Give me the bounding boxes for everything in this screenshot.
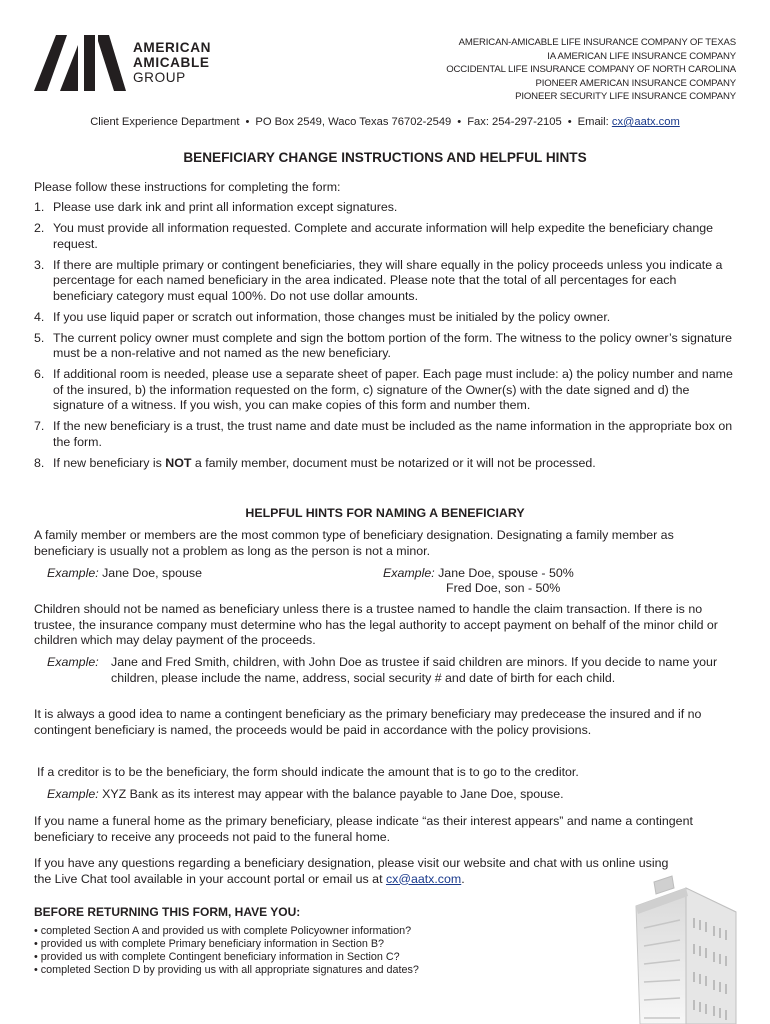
instruction-text: If additional room is needed, please use a separate sheet of paper. Each page must include: a) the policy number and name of the insured, b) the information requested on the form, c) signature of the Owner(s) with the date signed and d) the signature of a witness. If you wish, you can make copies of this form and number them. <box>53 367 733 412</box>
bullet-icon: • <box>567 116 572 128</box>
email-label: Email: <box>577 116 609 128</box>
company-name: PIONEER SECURITY LIFE INSURANCE COMPANY <box>515 91 736 102</box>
instruction-text-after: a family member, document must be notarized or it will not be processed. <box>191 455 596 470</box>
checklist-item-text: completed Section A and provided us with complete Policyowner information? <box>40 925 412 937</box>
instruction-item <box>34 456 739 472</box>
checklist <box>34 925 419 977</box>
instruction-item <box>34 331 739 362</box>
funeral-paragraph: If you name a funeral home as the primary beneficiary, please indicate “as their interest appears” and name a contingent beneficiary to receive any proceeds not paid to the funeral home. <box>34 814 693 844</box>
instruction-item <box>34 221 739 252</box>
example-2 <box>383 566 574 582</box>
instruction-text-before: If new beneficiary is <box>53 455 166 470</box>
instruction-number: 7. <box>34 419 45 433</box>
instruction-number: 4. <box>34 309 45 324</box>
company-list <box>446 36 736 104</box>
company-name: IA AMERICAN LIFE INSURANCE COMPANY <box>547 50 736 62</box>
fax-text: Fax: 254-297-2105 <box>467 116 562 128</box>
instruction-text: Please use dark ink and print all information except signatures. <box>53 200 398 214</box>
bullet-icon: • <box>245 116 250 128</box>
hints-heading: HELPFUL HINTS FOR NAMING A BENEFICIARY <box>245 506 525 520</box>
instruction-emphasis: NOT <box>165 455 192 470</box>
company-name: OCCIDENTAL LIFE INSURANCE COMPANY OF NORTH CAROLINA <box>446 64 736 75</box>
company-name: AMERICAN-AMICABLE LIFE INSURANCE COMPANY OF TEXAS <box>458 37 736 48</box>
logo-line-group: GROUP <box>133 70 186 85</box>
instruction-item <box>34 419 739 450</box>
checklist-item <box>34 938 419 951</box>
instruction-item <box>34 367 739 414</box>
creditor-paragraph: If a creditor is to be the beneficiary, the form should indicate the amount that is to go to the creditor. <box>37 765 579 779</box>
logo-wordmark <box>133 40 211 85</box>
instruction-text: If the new beneficiary is a trust, the trust name and date must be included as the name information in the appropriate box on the form. <box>53 419 733 449</box>
contingent-paragraph: It is always a good idea to name a contingent beneficiary as the primary beneficiary may predecease the insured and if no contingent beneficiary is named, the proceeds would be paid in accordance with the policy provisions. <box>34 707 702 737</box>
example-label: Example: <box>47 787 99 801</box>
instruction-text: If you use liquid paper or scratch out information, those changes must be initialed by the policy owner. <box>53 309 611 324</box>
example-label: Example: <box>383 566 435 580</box>
example-text: XYZ Bank as its interest may appear with the balance payable to Jane Doe, spouse. <box>102 787 564 801</box>
checklist-title: BEFORE RETURNING THIS FORM, HAVE YOU: <box>34 905 301 919</box>
children-paragraph: Children should not be named as beneficiary unless there is a trustee named to handle the claim transaction. If there is no trustee, the insurance company must determine who has the legal authority to accept payment on behalf of the minor child or children which may delay payment of the proceeds. <box>34 602 718 647</box>
logo-line-amicable: AMICABLE <box>133 55 210 70</box>
instruction-number: 3. <box>34 257 45 272</box>
example-3-text: Jane and Fred Smith, children, with John Doe as trustee if said children are minors. If you decide to name your children, please include the name, address, social security # and date of birth for each child. <box>111 655 718 685</box>
instruction-number: 1. <box>34 200 45 214</box>
bullet-icon: • <box>34 925 41 937</box>
contact-line <box>0 116 770 128</box>
checklist-item <box>34 964 419 977</box>
instruction-number: 8. <box>34 455 45 470</box>
instruction-item <box>34 258 739 305</box>
instruction-text: You must provide all information requested. Complete and accurate information will help expedite the beneficiary change request. <box>53 221 714 251</box>
building-illustration <box>626 868 744 1024</box>
questions-paragraph: If you have any questions regarding a beneficiary designation, please visit our website and chat with us online using the Live Chat tool available in your account portal or email us at cx@aatx.com. <box>34 856 669 886</box>
instruction-text: The current policy owner must complete and sign the bottom portion of the form. The witness to the policy owner’s signature must be a non-relative and not named as the new beneficiary. <box>53 330 733 360</box>
instruction-number: 5. <box>34 330 45 345</box>
example-3-label <box>47 655 99 671</box>
example-text: Jane Doe, spouse - 50% <box>438 566 574 580</box>
checklist-item <box>34 925 419 938</box>
instructions-list <box>34 200 739 477</box>
example-label: Example: <box>47 655 99 669</box>
company-name: PIONEER AMERICAN INSURANCE COMPANY <box>535 77 736 89</box>
example-label: Example: <box>47 566 99 580</box>
questions-text: If you have any questions regarding a beneficiary designation, please visit our website and chat with us online using the Live Chat tool available in your account portal or email us at <box>34 856 669 886</box>
email-link[interactable]: cx@aatx.com <box>611 116 680 128</box>
bullet-icon: • <box>34 951 41 963</box>
logo-line-american: AMERICAN <box>133 40 212 55</box>
example-1 <box>47 566 202 582</box>
bullet-icon: • <box>34 938 41 950</box>
instruction-item <box>34 200 739 216</box>
example-text: Jane Doe, spouse <box>102 566 202 580</box>
checklist-item-text: provided us with complete Primary beneficiary information in Section B? <box>40 938 385 950</box>
example-2-line2: Fred Doe, son - 50% <box>446 581 561 595</box>
bullet-icon: • <box>34 964 41 976</box>
checklist-item <box>34 951 419 964</box>
instruction-number: 2. <box>34 221 45 235</box>
example-4 <box>47 787 564 803</box>
instruction-text: If there are multiple primary or contingent beneficiaries, they will share equally in the policy proceeds unless you indicate a percentage for each named beneficiary in the area indicated. Please note that the total of all percentages for each beneficiary category must equal 100%. Do not use dollar amounts. <box>53 257 723 303</box>
questions-email-link[interactable]: cx@aatx.com <box>385 871 462 886</box>
page-title: BENEFICIARY CHANGE INSTRUCTIONS AND HELPFUL HINTS <box>183 150 587 165</box>
department-text: Client Experience Department <box>90 116 240 128</box>
checklist-item-text: completed Section D by providing us with all appropriate signatures and dates? <box>40 964 419 976</box>
checklist-item-text: provided us with complete Contingent beneficiary information in Section C? <box>40 951 400 963</box>
instruction-item <box>34 310 739 326</box>
family-paragraph: A family member or members are the most common type of beneficiary designation. Designating a family member as beneficiary is usually not a problem as long as the person is not a minor. <box>34 528 674 558</box>
bullet-icon: • <box>457 116 462 128</box>
po-box-text: PO Box 2549, Waco Texas 76702-2549 <box>255 116 452 128</box>
intro-text: Please follow these instructions for completing the form: <box>34 180 341 194</box>
instruction-number: 6. <box>34 367 45 381</box>
